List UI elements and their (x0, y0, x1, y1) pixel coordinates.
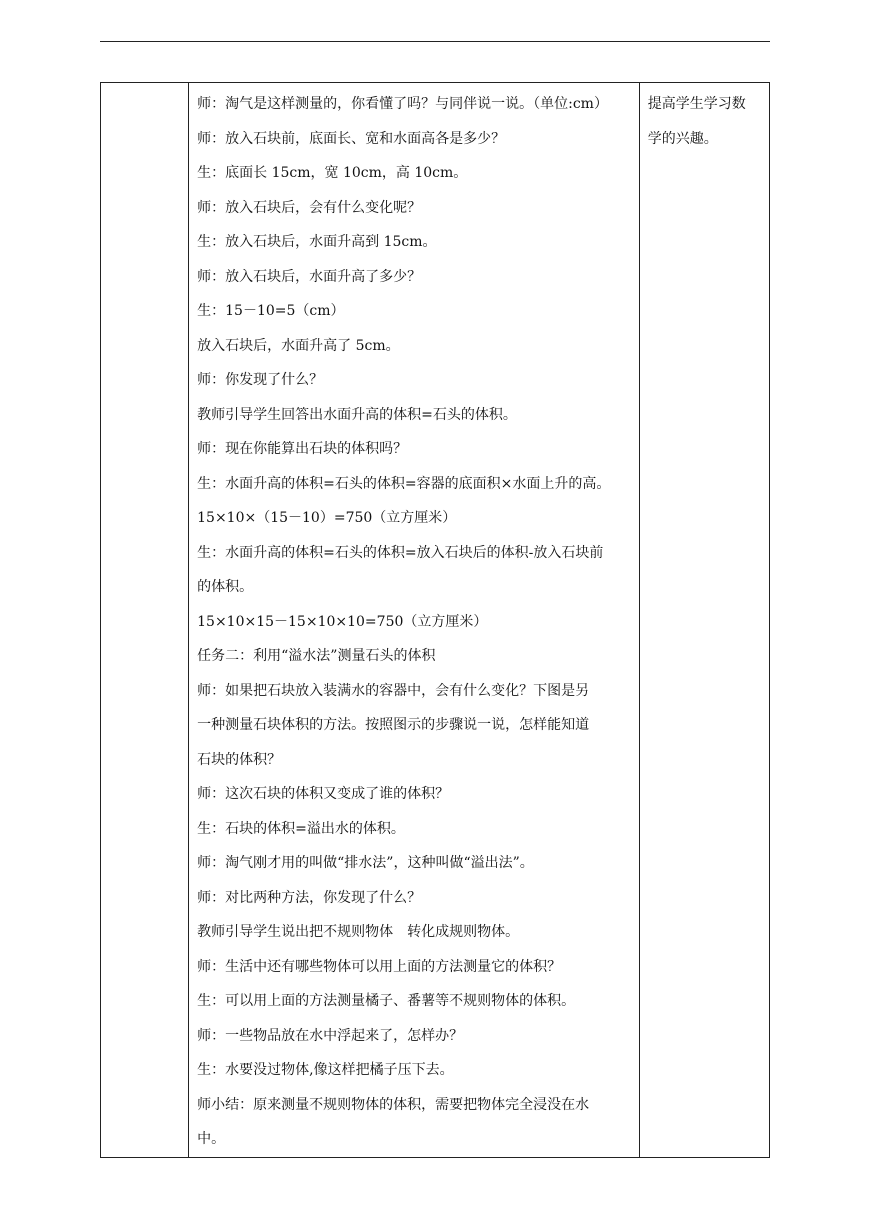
table-row (101, 83, 770, 1158)
process-line: 师：一些物品放在水中浮起来了，怎样办？ (197, 1027, 464, 1044)
process-line: 生：石块的体积=溢出水的体积。 (197, 820, 405, 837)
teaching-process-text (189, 83, 639, 1157)
process-line: 放入石块后，水面升高了 5cm。 (197, 337, 400, 354)
process-line: 师：放入石块前，底面长、宽和水面高各是多少？ (197, 130, 506, 147)
process-line: 生：放入石块后，水面升高到 15cm。 (197, 234, 437, 250)
process-line: 生：底面长 15cm，宽 10cm，高 10cm。 (197, 165, 468, 181)
process-line: 任务二：利用“溢水法”测量石头的体积 (197, 648, 436, 664)
design-intent-line: 提高学生学习数 (647, 96, 746, 112)
design-intent-line: 学的兴趣。 (647, 130, 718, 147)
process-line: 生：15－10=5（cm） (197, 303, 345, 319)
header-rule (100, 41, 770, 42)
process-line: 生：水面升高的体积=石头的体积=容器的底面积×水面上升的高。 (197, 475, 611, 492)
process-line: 生：可以用上面的方法测量橘子、番薯等不规则物体的体积。 (197, 993, 576, 1009)
process-line: 师：这次石块的体积又变成了谁的体积？ (197, 786, 450, 802)
process-line: 师：放入石块后，水面升高了多少？ (197, 268, 422, 285)
process-line: 教师引导学生说出把不规则物体 转化成规则物体。 (197, 924, 520, 940)
lesson-plan-table (100, 82, 770, 1158)
design-intent-text (640, 83, 769, 156)
teaching-process-cell (189, 83, 640, 1158)
design-intent-cell (639, 83, 769, 1158)
process-line: 师小结：原来测量不规则物体的体积，需要把物体完全浸没在水 (197, 1096, 590, 1113)
process-line: 师：放入石块后，会有什么变化呢？ (197, 199, 422, 216)
process-line: 生：水要没过物体,像这样把橘子压下去。 (197, 1062, 454, 1078)
process-line: 师：淘气刚才用的叫做“排水法”，这种叫做“溢出法”。 (197, 855, 534, 871)
stage-cell (101, 83, 189, 1158)
process-line: 师：对比两种方法，你发现了什么？ (197, 889, 422, 906)
process-line: 师：你发现了什么？ (197, 372, 324, 388)
process-line: 一种测量石块体积的方法。按照图示的步骤说一说，怎样能知道 (197, 717, 590, 733)
process-line: 中。 (197, 1131, 226, 1147)
process-line: 师：淘气是这样测量的，你看懂了吗？与同伴说一说。（单位:cm） (197, 96, 608, 112)
process-line: 15×10×15－15×10×10=750（立方厘米） (197, 613, 488, 630)
process-line: 的体积。 (197, 579, 254, 595)
process-line: 师：生活中还有哪些物体可以用上面的方法测量它的体积？ (197, 958, 562, 975)
process-line: 师：现在你能算出石块的体积吗？ (197, 441, 408, 457)
process-line: 石块的体积？ (197, 751, 282, 768)
process-line: 生：水面升高的体积=石头的体积=放入石块后的体积-放入石块前 (197, 544, 604, 561)
process-line: 教师引导学生回答出水面升高的体积=石头的体积。 (197, 406, 517, 423)
process-line: 师：如果把石块放入装满水的容器中，会有什么变化？下图是另 (197, 682, 590, 699)
process-line: 15×10×（15－10）=750（立方厘米） (197, 510, 457, 526)
